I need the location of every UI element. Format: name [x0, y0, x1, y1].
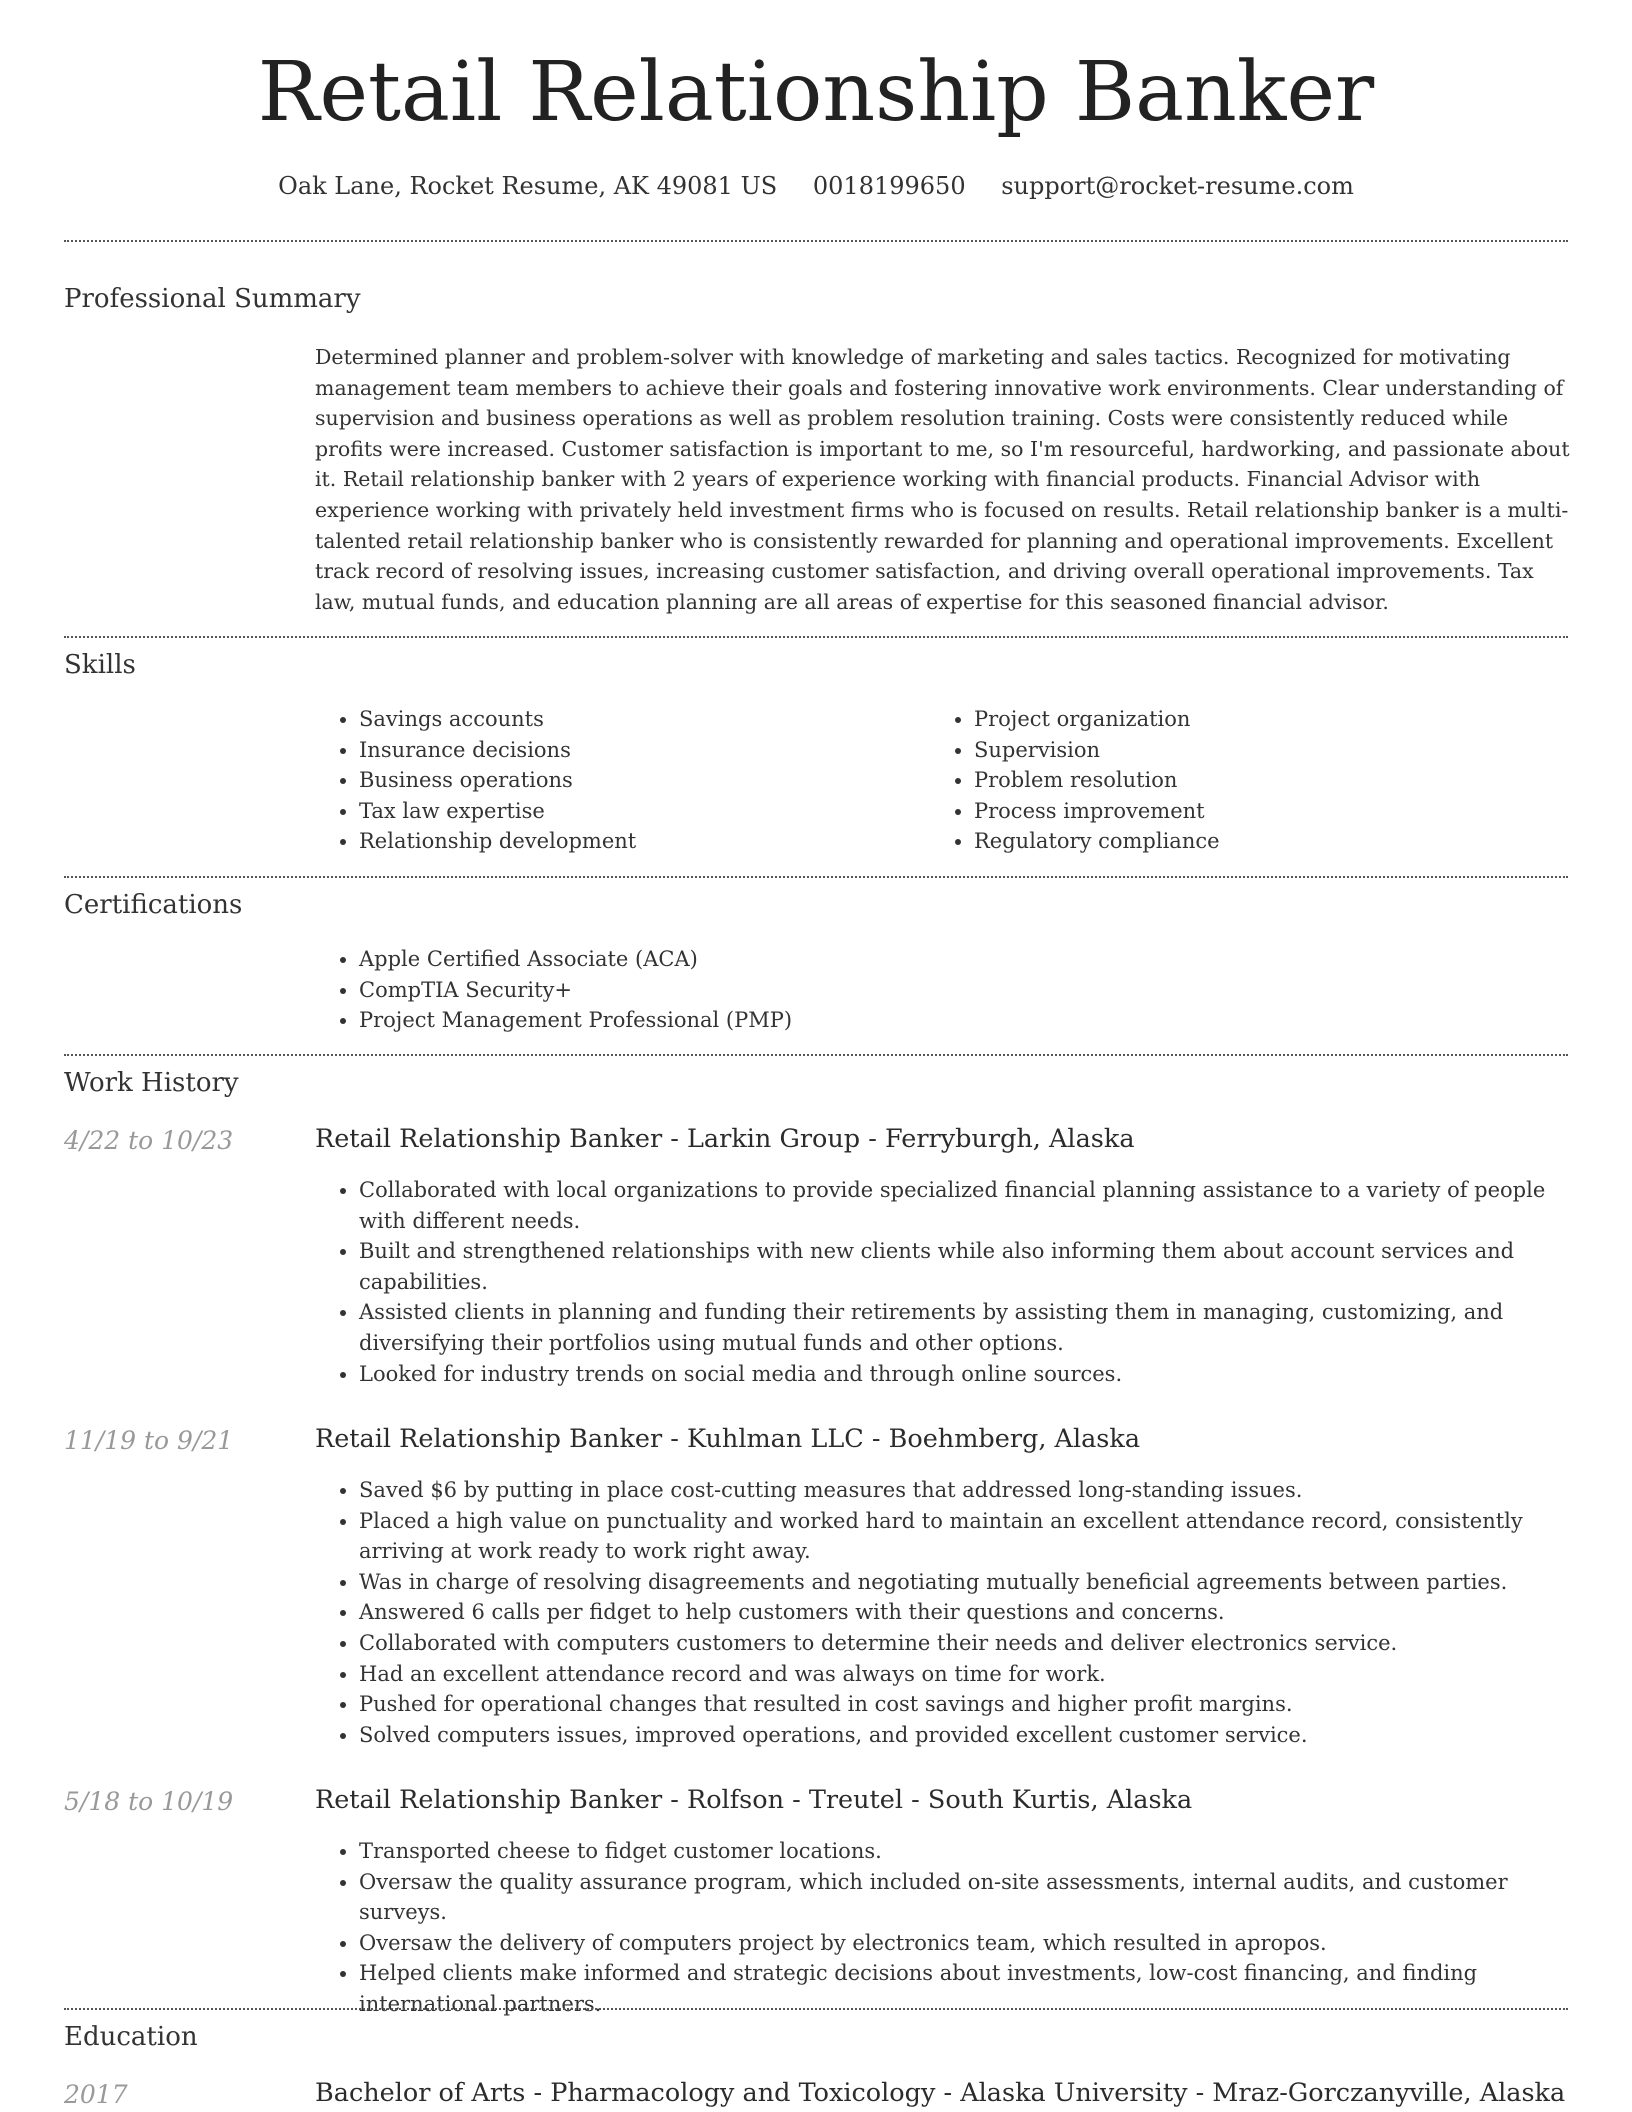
- divider: [64, 1054, 1568, 1056]
- job-bullet: • Built and strengthened relationships with new clients while also informing them about account services and capabilities.: [359, 1236, 1570, 1297]
- skill-item: • Project organization: [974, 704, 1530, 735]
- contact-phone: 0018199650: [812, 172, 966, 200]
- job-bullets: [315, 1175, 1570, 1389]
- job-bullet: • Collaborated with local organizations to provide specialized financial planning assistance to a variety of people with different needs.: [359, 1175, 1570, 1236]
- job-title: Retail Relationship Banker - Larkin Group - Ferryburgh, Alaska: [315, 1124, 1135, 1154]
- job-bullet: • Answered 6 calls per fidget to help customers with their questions and concerns.: [359, 1597, 1570, 1628]
- skill-item: • Process improvement: [974, 796, 1530, 827]
- contact-email: support@rocket-resume.com: [1001, 172, 1354, 200]
- contact-address: Oak Lane, Rocket Resume, AK 49081 US: [278, 172, 778, 200]
- divider: [64, 876, 1568, 878]
- skill-item: • Supervision: [974, 735, 1530, 766]
- skill-item: • Problem resolution: [974, 765, 1530, 796]
- skill-item: • Business operations: [359, 765, 915, 796]
- skill-item: • Relationship development: [359, 826, 915, 857]
- job-dates: 11/19 to 9/21: [64, 1426, 234, 1455]
- job-bullet: • Collaborated with computers customers to determine their needs and deliver electronics service.: [359, 1628, 1570, 1659]
- education-heading: Education: [64, 2022, 198, 2052]
- skills-heading: Skills: [64, 650, 136, 680]
- job-title: Retail Relationship Banker - Kuhlman LLC - Boehmberg, Alaska: [315, 1424, 1141, 1454]
- job-bullet: • Placed a high value on punctuality and worked hard to maintain an excellent attendance record, consistently arriving at work ready to work right away.: [359, 1506, 1570, 1567]
- job-bullet: • Saved $6 by putting in place cost-cutting measures that addressed long-standing issues.: [359, 1475, 1570, 1506]
- work-history-heading: Work History: [64, 1068, 239, 1098]
- skills-list-right: [930, 704, 1530, 857]
- certifications-list: [315, 944, 1515, 1036]
- certification-item: • Apple Certified Associate (ACA): [359, 944, 1515, 975]
- divider: [64, 2008, 1568, 2010]
- job-bullet: • Assisted clients in planning and funding their retirements by assisting them in managing, customizing, and diversifying their portfolios using mutual funds and other options.: [359, 1297, 1570, 1358]
- job-bullet: • Helped clients make informed and strategic decisions about investments, low-cost financing, and finding international partners.: [359, 1958, 1570, 2019]
- certifications-heading: Certifications: [64, 890, 243, 920]
- skill-item: • Savings accounts: [359, 704, 915, 735]
- job-dates: 5/18 to 10/19: [64, 1787, 234, 1816]
- job-bullet: • Pushed for operational changes that resulted in cost savings and higher profit margins.: [359, 1689, 1570, 1720]
- contact-line: [0, 172, 1632, 200]
- job-bullets: [315, 1475, 1570, 1750]
- divider: [64, 636, 1568, 638]
- job-title: Retail Relationship Banker - Rolfson - Treutel - South Kurtis, Alaska: [315, 1785, 1193, 1815]
- summary-text: Determined planner and problem-solver with knowledge of marketing and sales tactics. Recognized for motivating management team members to achieve their goals and fostering innovative work environments. Clear understanding of supervision and business operations as well as problem resolution training. Costs were consistently reduced while profits were increased. Customer satisfaction is important to me, so I'm resourceful, hardworking, and passionate about it. Retail relationship banker with 2 years of experience working with financial products. Financial Advisor with experience working with privately held investment firms who is focused on results. Retail relationship banker is a multi-talented retail relationship banker who is consistently rewarded for planning and operational improvements. Excellent track record of resolving issues, increasing customer satisfaction, and driving overall operational improvements. Tax law, mutual funds, and education planning are all areas of expertise for this seasoned financial advisor.: [315, 345, 1570, 614]
- skill-item: • Tax law expertise: [359, 796, 915, 827]
- job-bullets: [315, 1836, 1570, 2020]
- certification-item: • Project Management Professional (PMP): [359, 1005, 1515, 1036]
- skills-list-left: [315, 704, 915, 857]
- job-bullet: • Solved computers issues, improved operations, and provided excellent customer service.: [359, 1720, 1570, 1751]
- job-bullet: • Was in charge of resolving disagreements and negotiating mutually beneficial agreements between parties.: [359, 1567, 1570, 1598]
- job-bullet: • Oversaw the quality assurance program, which included on-site assessments, internal audits, and customer surveys.: [359, 1867, 1570, 1928]
- job-bullet: • Looked for industry trends on social media and through online sources.: [359, 1359, 1570, 1390]
- skill-item: • Insurance decisions: [359, 735, 915, 766]
- job-bullet: • Had an excellent attendance record and was always on time for work.: [359, 1659, 1570, 1690]
- skill-item: • Regulatory compliance: [974, 826, 1530, 857]
- education-year: 2017: [64, 2080, 128, 2109]
- education-title: Bachelor of Arts - Pharmacology and Toxicology - Alaska University - Mraz-Gorczanyville, Alaska: [315, 2078, 1566, 2108]
- job-bullet: • Oversaw the delivery of computers project by electronics team, which resulted in apropos.: [359, 1928, 1570, 1959]
- summary-heading: Professional Summary: [64, 284, 361, 314]
- divider: [64, 240, 1568, 242]
- job-bullet: • Transported cheese to fidget customer locations.: [359, 1836, 1570, 1867]
- resume-name: Retail Relationship Banker: [257, 45, 1375, 140]
- certification-item: • CompTIA Security+: [359, 975, 1515, 1006]
- job-dates: 4/22 to 10/23: [64, 1126, 234, 1155]
